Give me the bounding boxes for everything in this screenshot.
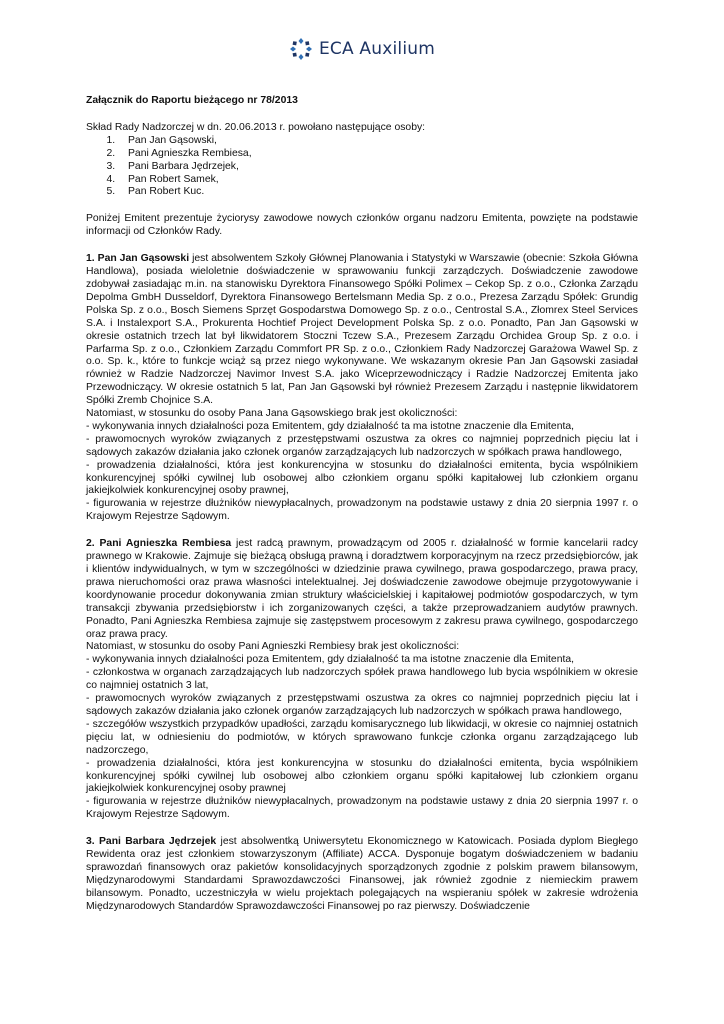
brand-name: ECA Auxilium: [318, 39, 435, 59]
bio-section-3: [86, 836, 638, 913]
bio-text: jest absolwentką Uniwersytetu Ekonomicznego w Katowicach. Posiada dyplom Biegłego Rewidenta oraz jest członkiem stowarzyszonym (Affiliate) ACCA. Dysponuje bogatym doświadczeniem w badaniu sprawozdań finansowych oraz pakietów konsolidacyjnych sporządzonych zgodnie z polskim prawem bilansowym, Międzynarodowymi Standardami Sprawozdawczości Finansowej, jak również zgodnie z niemieckim prawem bilansowym. Ponadto, uczestniczyła w wielu projektach polegających na wspieraniu spółek w zakresie wdrożenia Międzynarodowych Standardów Sprawozdawczości Finansowej po raz pierwszy. Doświadczenie: [86, 836, 638, 912]
bio-statement: Natomiast, w stosunku do osoby Pani Agnieszki Rembiesy brak jest okoliczności:: [86, 641, 460, 653]
list-item: 5. Pan Robert Kuc.: [118, 186, 638, 199]
list-item: 4. Pan Robert Samek,: [118, 174, 638, 187]
bio-bullet: - prawomocnych wyroków związanych z przestępstwami oszustwa za okres co najmniej poprzednich pięciu lat i sądowych zakazów działania jako członek organów zarządzających lub nadzorczych w spółkach prawa handlowego,: [86, 693, 638, 717]
bio-statement: Natomiast, w stosunku do osoby Pana Jana Gąsowskiego brak jest okoliczności:: [86, 408, 458, 420]
eca-logo-icon: [289, 37, 313, 61]
bio-bullet: - wykonywania innych działalności poza Emitentem, gdy działalność ta ma istotne znaczenie dla Emitenta,: [86, 654, 575, 666]
bio-heading: 1. Pan Jan Gąsowski: [86, 253, 190, 265]
bio-section-1: [86, 253, 638, 408]
bio-section-2: [86, 538, 638, 641]
bio-bullet: - prowadzenia działalności, która jest konkurencyjna w stosunku do działalności emitenta, bycia wspólnikiem konkurencyjnej spółki cywilnej lub osobowej albo członkiem organu spółki kapitałowej lub członkiem organu jakiejkolwiek konkurencyjnej osoby prawnej: [86, 757, 638, 795]
list-item: 1. Pan Jan Gąsowski,: [118, 135, 638, 148]
bio-text: jest absolwentem Szkoły Głównej Planowania i Statystyki w Warszawie (obecnie: Szkoła Główna Handlowa), posiada wieloletnie doświadczenie w sprawowaniu funkcji zarządczych. Doświadczenie zawodowe zdobywał zasiadając m.in. na stanowisku Dyrektora Finansowego Spółki Polimex – Cekop Sp. z o.o., Członka Zarządu Depolma GmbH Dusseldorf, Dyrektora Finansowego Bertelsmann Media Sp. z o.o., Prezesa Zarządu Spółek: Grundig Polska Sp. z o.o., Bosch Siemens Sprzęt Gospodarstwa Domowego Sp. z o.o., Centrostal S.A., Złomrex Steel Services S.A. i Instalexport S.A., Prokurenta Hochtief Project Development Polska Sp. z o.o. Ponadto, Pan Jan Gąsowski w okresie ostatnich trzech lat był likwidatorem Stoczni Tczew S.A., Prezesem Zarządu Orchidea Group Sp. z o.o. i Parfarma Sp. z o.o., Członkiem Zarządu Commfort PR Sp. z o.o., Członkiem Rady Nadzorczej Garażowa Wawel Sp. z o.o. Sp. k., które to funkcje wciąż są przez niego wykonywane. We wskazanym okresie Pan Jan Gąsowski zasiadał również w Radzie Nadzorczej Navimor Invest S.A. jako Wiceprzewodniczący i Radzie Nadzorczej Emitenta jako Przewodniczący. W okresie ostatnich 5 lat, Pan Jan Gąsowski był również Prezesem Zarządu i następnie likwidatorem Spółki Zremb Chojnice S.A.: [86, 253, 638, 407]
bio-text: jest radcą prawnym, prowadzącym od 2005 r. działalność w formie kancelarii radcy prawnego w Krakowie. Zajmuje się bieżącą obsługą prawną i doradztwem korporacyjnym na rzecz przedsiębiorców, jak i klientów indywidualnych, w tym w szczególności w dziedzinie prawa cywilnego, prawa gospodarczego, prawa pracy, prawa nieruchomości oraz prawa własności intelektualnej. Jej doświadczenie zawodowe obejmuje przygotowywanie i koordynowanie procedur dokonywania zmian struktury właścicielskiej i kapitałowej podmiotów gospodarczych, w tym transakcji zbywania przedsiębiorstw i ich zorganizowanych części, a także przeprowadzaniem audytów prawnych. Ponadto, Pani Agnieszka Rembiesa zajmuje się zastępstwem procesowym z zakresu prawa cywilnego, gospodarczego oraz prawa pracy.: [86, 538, 638, 640]
bio-bullet: - prowadzenia działalności, która jest konkurencyjna w stosunku do działalności emitenta, bycia wspólnikiem konkurencyjnej spółki cywilnej lub osobowej albo członkiem organu spółki kapitałowej lub członkiem organu jakiejkolwiek konkurencyjnej osoby prawnej,: [86, 459, 638, 497]
list-item: 3. Pani Barbara Jędrzejek,: [118, 161, 638, 174]
emitent-note: Poniżej Emitent prezentuje życiorysy zawodowe nowych członków organu nadzoru Emitenta, powzięte na podstawie informacji od Członków Rady.: [86, 213, 638, 238]
document-body: [86, 95, 638, 914]
bio-bullet: - figurowania w rejestrze dłużników niewypłacalnych, prowadzonym na podstawie ustawy z dnia 20 sierpnia 1997 r. o Krajowym Rejestrze Sądowym.: [86, 796, 638, 821]
bio-bullet: - prawomocnych wyroków związanych z przestępstwami oszustwa za okres co najmniej poprzednich pięciu lat i sądowych zakazów działania jako członek organów zarządzających lub nadzorczych w spółkach prawa handlowego,: [86, 433, 638, 458]
list-item: 2. Pani Agnieszka Rembiesa,: [118, 148, 638, 161]
bio-bullet: - figurowania w rejestrze dłużników niewypłacalnych, prowadzonym na podstawie ustawy z dnia 20 sierpnia 1997 r. o Krajowym Rejestrze Sądowym.: [86, 498, 638, 523]
bio-heading: 3. Pani Barbara Jędrzejek: [86, 836, 217, 848]
bio-bullet: - członkostwa w organach zarządzających lub nadzorczych spółek prawa handlowego lub bycia wspólnikiem w okresie co najmniej ostatnich 3 lat,: [86, 667, 638, 692]
bio-bullet: - wykonywania innych działalności poza Emitentem, gdy działalność ta ma istotne znaczenie dla Emitenta,: [86, 420, 575, 432]
members-list: [86, 135, 638, 200]
bio-heading: 2. Pani Agnieszka Rembiesa: [86, 538, 232, 550]
page-header: [0, 36, 724, 62]
document-title: Załącznik do Raportu bieżącego nr 78/2013: [86, 95, 298, 106]
intro-text: Skład Rady Nadzorczej w dn. 20.06.2013 r. powołano następujące osoby:: [86, 121, 426, 133]
bio-bullet: - szczegółów wszystkich przypadków upadłości, zarządu komisarycznego lub likwidacji, w okresie co najmniej ostatnich pięciu lat, w odniesieniu do podmiotów, w których sprawowano funkcje członka organu zarządzającego lub nadzorczego,: [86, 718, 638, 756]
